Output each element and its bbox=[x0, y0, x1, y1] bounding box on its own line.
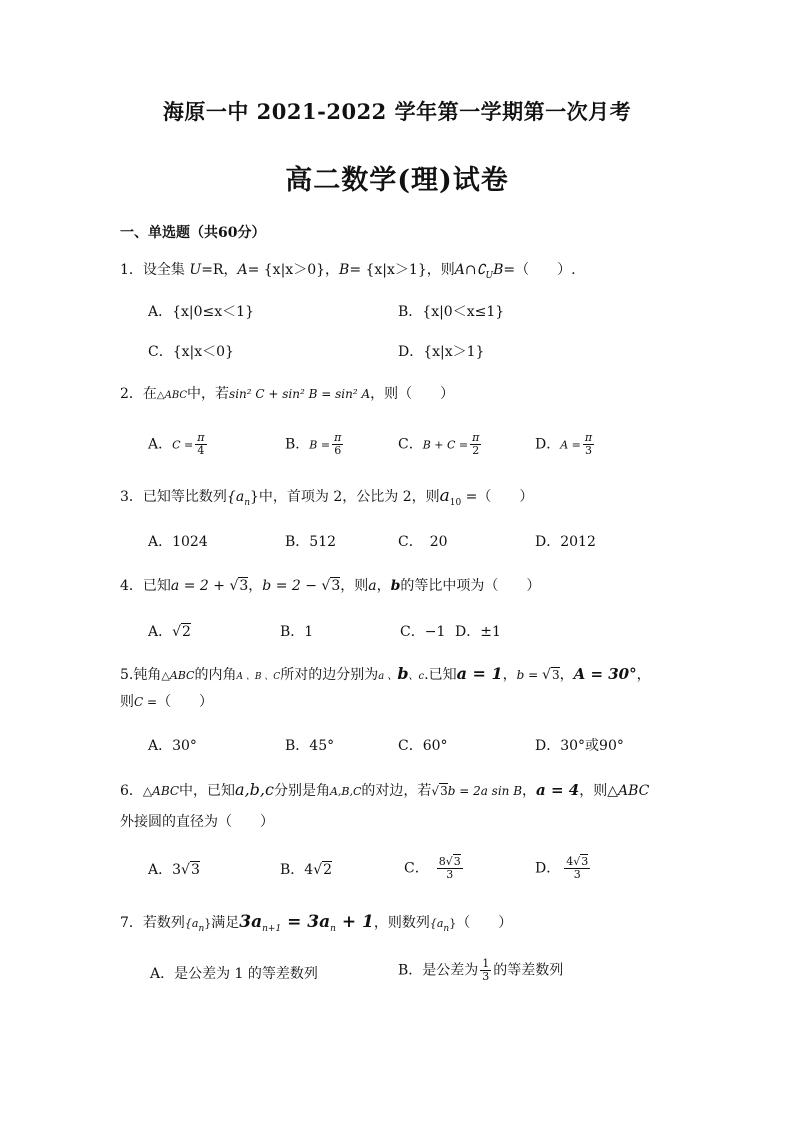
fraction-den: 6 bbox=[334, 444, 342, 457]
option-text: 的等差数列 bbox=[493, 962, 564, 979]
math-var: a bbox=[368, 578, 377, 594]
option-label: D． bbox=[535, 860, 561, 877]
question-text: ， bbox=[559, 667, 574, 683]
fraction-den: 3 bbox=[446, 868, 454, 881]
question-text: 已知 bbox=[142, 578, 171, 594]
question-5-line-2 bbox=[120, 692, 213, 712]
question-text: =R， bbox=[201, 262, 238, 278]
math-sub: U bbox=[485, 270, 494, 281]
sqrt-radicand: 3 bbox=[190, 862, 200, 878]
sqrt-radicand: 3 bbox=[440, 784, 448, 798]
question-text: 所对的边分别为 bbox=[280, 667, 379, 683]
fraction-num: 1 bbox=[482, 957, 490, 970]
question-text: ， bbox=[376, 578, 391, 594]
fraction-num: π bbox=[584, 431, 593, 444]
math-var: a bbox=[439, 486, 450, 506]
question-number: 6． bbox=[120, 783, 143, 799]
math-expr: 3a bbox=[239, 912, 263, 932]
math-sub: n bbox=[443, 923, 450, 934]
question-text: =（ ）. bbox=[503, 262, 576, 278]
fraction bbox=[195, 432, 206, 457]
question-6-line-2: 外接圆的直径为（ ） bbox=[120, 814, 274, 830]
math-expr: △ABC bbox=[156, 390, 188, 401]
q1-option-a[interactable]: A．{x|0≤x＜1} bbox=[148, 304, 254, 320]
math-expr: A∩∁ bbox=[454, 262, 486, 278]
math-expr: B + C = bbox=[422, 438, 469, 452]
math-expr: {a bbox=[429, 917, 444, 930]
fraction bbox=[332, 432, 343, 457]
q4-option-b[interactable]: B．1 bbox=[280, 624, 314, 640]
question-text: 中，若 bbox=[187, 386, 230, 402]
question-text: ， bbox=[502, 667, 517, 683]
sqrt-radicand: 2 bbox=[323, 862, 333, 878]
question-text: =（ ） bbox=[461, 489, 534, 505]
math-var: b bbox=[397, 664, 409, 683]
math-expr: = 3a bbox=[281, 912, 331, 932]
q4-option-c[interactable]: C．−1 bbox=[400, 624, 446, 640]
question-text: 的对边，若 bbox=[361, 783, 432, 799]
question-4: 4．已知a = 2 + √3，b = 2 − √3，则a，b的等比中项为（ ） bbox=[120, 578, 541, 594]
fraction bbox=[564, 856, 590, 881]
math-sub: n bbox=[198, 923, 205, 934]
question-7 bbox=[120, 912, 512, 939]
question-text: 分别是角 bbox=[273, 783, 330, 799]
q1-option-c[interactable]: C．{x|x＜0} bbox=[148, 344, 234, 360]
math-expr: A,B,C bbox=[329, 785, 362, 798]
q7-option-a[interactable]: A．是公差为 1 的等差数列 bbox=[150, 966, 318, 982]
sqrt-radicand: 3 bbox=[239, 578, 249, 594]
q5-option-c[interactable]: C．60° bbox=[398, 738, 448, 754]
q6-option-d[interactable] bbox=[535, 856, 592, 881]
math-var: B bbox=[339, 262, 350, 278]
math-expr: a = 4 bbox=[536, 781, 580, 799]
question-text: ， bbox=[636, 667, 651, 683]
math-expr: a = 2 + bbox=[170, 578, 230, 594]
fraction-den: 3 bbox=[573, 868, 581, 881]
sqrt-radicand: 3 bbox=[551, 668, 560, 682]
section-heading: 一、单选题（共60分） bbox=[120, 225, 266, 241]
math-expr: A = bbox=[560, 438, 581, 452]
math-var: b bbox=[390, 578, 401, 594]
math-expr: } bbox=[449, 917, 457, 930]
question-text: 若数列 bbox=[142, 915, 185, 931]
math-var: B bbox=[493, 262, 504, 278]
q5-option-b[interactable]: B．45° bbox=[285, 738, 335, 754]
sqrt-radicand: 2 bbox=[182, 624, 191, 640]
q5-option-a[interactable]: A．30° bbox=[148, 738, 197, 754]
question-text: ， bbox=[522, 783, 537, 799]
math-expr: 4 bbox=[304, 862, 314, 878]
math-expr: b = 2 − bbox=[262, 578, 322, 594]
option-label: B． bbox=[280, 862, 305, 878]
question-text: 在 bbox=[142, 386, 157, 402]
q1-option-d[interactable]: D．{x|x＞1} bbox=[398, 344, 485, 360]
math-expr: a 、 bbox=[378, 671, 398, 682]
math-expr: 、c bbox=[408, 671, 425, 682]
fraction-num: π bbox=[197, 431, 205, 444]
math-var: A bbox=[237, 262, 248, 278]
question-text: 的等比中项为（ ） bbox=[400, 578, 541, 594]
question-text: = {x|x＞0}， bbox=[247, 262, 340, 278]
math-expr: } bbox=[204, 917, 212, 930]
option-label: A． bbox=[148, 624, 173, 640]
math-expr: △ABC bbox=[607, 783, 650, 799]
question-text: .已知 bbox=[424, 667, 457, 683]
math-expr: } bbox=[249, 489, 259, 505]
sqrt-radicand: 3 bbox=[331, 578, 341, 594]
question-2 bbox=[120, 384, 454, 406]
math-expr: sin² C + sin² B = sin² A bbox=[229, 387, 371, 401]
math-expr: 4 bbox=[566, 855, 574, 868]
fraction-num: π bbox=[334, 431, 342, 444]
question-1 bbox=[120, 260, 576, 286]
fraction bbox=[437, 856, 463, 881]
q3-option-b[interactable]: B．512 bbox=[285, 534, 337, 550]
fraction-den: 3 bbox=[585, 444, 593, 457]
math-var: U bbox=[189, 262, 202, 278]
question-text: ，则数列 bbox=[373, 915, 430, 931]
exam-subtitle: 高二数学(理)试卷 bbox=[285, 165, 509, 196]
q4-option-a[interactable]: A．√2 bbox=[148, 624, 191, 640]
question-text: 则 bbox=[120, 694, 134, 710]
question-text: 中，首项为 2，公比为 2，则 bbox=[258, 489, 440, 505]
q7-option-b[interactable] bbox=[398, 958, 563, 983]
question-number: 4． bbox=[120, 578, 143, 594]
math-expr: {a bbox=[226, 489, 245, 505]
q6-option-b[interactable]: B．4√2 bbox=[280, 862, 333, 878]
q2-option-b[interactable] bbox=[285, 432, 345, 457]
math-expr: {a bbox=[184, 917, 199, 930]
math-expr: C = bbox=[134, 695, 158, 709]
question-text: ， bbox=[248, 578, 263, 594]
math-expr: b = bbox=[516, 668, 543, 682]
question-text: 5.钝角 bbox=[120, 667, 162, 683]
exam-title: 海原一中 2021-2022 学年第一学期第一次月考 bbox=[162, 99, 632, 124]
fraction bbox=[583, 432, 594, 457]
math-expr: △ABC bbox=[161, 669, 195, 682]
question-3 bbox=[120, 486, 533, 513]
question-text: 满足 bbox=[211, 915, 240, 931]
option-label: A． bbox=[148, 436, 173, 453]
math-expr: 8 bbox=[438, 855, 446, 868]
q3-option-d[interactable]: D．2012 bbox=[535, 534, 596, 550]
question-text: 设全集 bbox=[142, 262, 190, 278]
math-expr: △ABC bbox=[142, 784, 180, 798]
question-text: （ ） bbox=[157, 694, 214, 710]
question-text: = {x|x＞1}，则 bbox=[349, 262, 455, 278]
q4-option-d[interactable]: D．±1 bbox=[455, 624, 501, 640]
math-expr: C = bbox=[172, 438, 194, 452]
math-expr: + 1 bbox=[335, 912, 374, 932]
question-number: 3． bbox=[120, 489, 143, 505]
math-expr: 3 bbox=[172, 862, 182, 878]
math-sub: 10 bbox=[449, 497, 462, 508]
fraction bbox=[470, 432, 481, 457]
q5-option-d[interactable]: D．30°或90° bbox=[535, 738, 624, 754]
q3-option-a[interactable]: A．1024 bbox=[148, 534, 208, 550]
q6-option-c[interactable] bbox=[404, 856, 465, 881]
question-5: 5.钝角△ABC的内角A 、B 、C所对的边分别为a 、b、c.已知a = 1，b = √3，A = 30°， bbox=[120, 664, 651, 683]
question-text: （ ） bbox=[456, 915, 513, 931]
fraction-num: π bbox=[472, 431, 480, 444]
math-sub: n bbox=[330, 923, 336, 934]
fraction-den: 2 bbox=[472, 444, 480, 457]
option-label: C． bbox=[404, 860, 429, 877]
fraction-den: 4 bbox=[197, 444, 205, 457]
math-sub: n bbox=[244, 497, 250, 508]
math-expr: b = 2a sin B bbox=[447, 784, 523, 798]
fraction-num: 8√3 bbox=[438, 855, 461, 868]
q6-option-a[interactable]: A．3√3 bbox=[148, 862, 200, 878]
question-number: 2． bbox=[120, 386, 143, 402]
question-text: ，则 bbox=[340, 578, 369, 594]
q3-option-c[interactable]: C． 20 bbox=[398, 534, 448, 550]
question-text: 已知等比数列 bbox=[142, 489, 227, 505]
question-number: 1． bbox=[120, 262, 143, 278]
question-number: 7． bbox=[120, 915, 143, 931]
fraction bbox=[480, 958, 491, 983]
q2-option-d[interactable] bbox=[535, 432, 596, 457]
math-expr: a = 1 bbox=[456, 664, 503, 683]
question-text: 中，已知 bbox=[179, 783, 236, 799]
question-text: 的内角 bbox=[194, 667, 237, 683]
math-expr: A 、B 、C bbox=[236, 672, 281, 682]
fraction-num: 4√3 bbox=[566, 855, 589, 868]
question-text: ，则 bbox=[579, 783, 608, 799]
sqrt-radicand: 3 bbox=[453, 855, 461, 868]
q2-option-c[interactable] bbox=[398, 432, 483, 457]
option-label: B． bbox=[285, 436, 310, 453]
math-expr: A = 30° bbox=[573, 665, 637, 683]
question-text: ，则（ ） bbox=[370, 386, 455, 402]
sqrt-radicand: 3 bbox=[581, 855, 589, 868]
q2-option-a[interactable] bbox=[148, 432, 209, 457]
fraction-den: 3 bbox=[482, 970, 490, 983]
math-expr: a,b,c bbox=[235, 780, 274, 799]
question-6: 6．△ABC中，已知a,b,c分别是角A,B,C的对边，若√3b = 2a sin B，a = 4，则△ABC bbox=[120, 780, 650, 799]
option-text: B．是公差为 bbox=[398, 962, 479, 979]
math-expr: B = bbox=[309, 438, 331, 452]
q1-option-b[interactable]: B．{x|0＜x≤1} bbox=[398, 304, 505, 320]
option-label: A． bbox=[148, 862, 173, 878]
option-label: D． bbox=[535, 436, 561, 453]
option-label: C． bbox=[398, 436, 423, 453]
math-sub: n+1 bbox=[262, 923, 282, 934]
